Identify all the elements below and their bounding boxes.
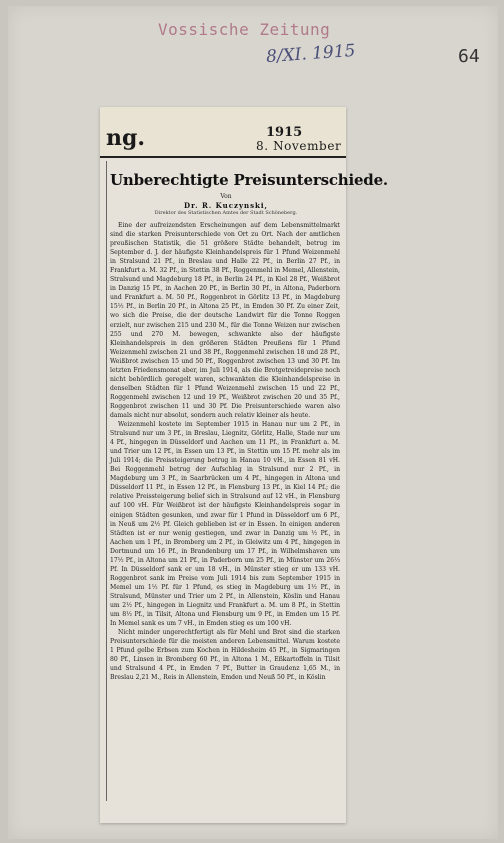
article-paragraph: Weizenmehl kostete im September 1915 in Hanau nur um 2 Pf., in Stralsund nur um 3 Pf., in Breslau, Liegnitz, Görlitz, Halle, Stade nur um 4 Pf., hingegen in Düsseldorf und Aachen um 11 Pf., in Frankfurt a. M. und Trier um 12 Pf., in Essen um 13 Pf., in Stettin um 15 Pf. mehr als im Juli 1914; die Preissteigerung betrug in Hanau 10 vH., in Essen 81 vH. Bei Roggenmehl betrug der Aufschlag in Stralsund nur 2 Pf., in Magdeburg um 3 Pf., in Saarbrücken um 4 Pf., hingegen in Altona und Düsseldorf 11 Pf., in Essen 12 Pf., in Flensburg 13 Pf., in Kiel 14 Pf.; die relative Preissteigerung belief sich in Stralsund auf 12 vH., in Flensburg auf 100 vH. Für Weißbrot ist der häufigste Kleinhandelspreis sogar in einigen Städten gesunken, und zwar für 1 Pfund in Düsseldorf um 6 Pf., in Neuß um 2½ Pf. Gleich geblieben ist er in Essen. In einigen anderen Städten ist er nur wenig gestiegen, und zwar in Danzig um ½ Pf., in Aachen um 1 Pf., in Bromberg um 2 Pf., in Gleiwitz um 4 Pf., hingegen in Dortmund um 16 Pf., in Brandenburg um 17 Pf., in Wilhelmshaven um 17½ Pf., in Altona um 21 Pf., in Paderborn um 25 Pf., in Münster um 26⅓ Pf. In Düsseldorf sank er um 18 vH., in Münster stieg er um 133 vH. Roggenbrot sank im Preise vom Juli 1914 bis zum September 1915 in Memel um 1½ Pf. für 1 Pfund, es stieg in Magdeburg um 1½ Pf., in Stralsund, Münster und Trier um 2 Pf., in Allenstein, Köslin und Hanau um 2½ Pf., hingegen in Liegnitz und Frankfurt a. M. um 8 Pf., in Stettin um 8½ Pf., in Tilsit, Altona und Flensburg um 9 Pf., in Emden um 15 Pf. In Memel sank es um 7 vH., in Emden stieg es um 100 vH. [110, 421, 340, 628]
newspaper-name-stamp: Vossische Zeitung [158, 20, 331, 39]
masthead-fragment: ng. [106, 125, 146, 151]
clipping-masthead [100, 107, 346, 159]
masthead-rule [100, 156, 346, 158]
article-paragraph: Eine der aufreizendsten Erscheinungen auf dem Lebensmittelmarkt sind die starken Preisunterschiede von Ort zu Ort. Nach der amtlichen preußischen Statistik, die 51 größere Städte behandelt, betrug im September d. J. der häufigste Kleinhandelspreis für 1 Pfund Weizenmehl in Stralsund 21 Pf., in Breslau und Halle 22 Pf., in Berlin 27 Pf., in Frankfurt a. M. 32 Pf., in Stettin 38 Pf., Roggenmehl in Memel, Allenstein, Stralsund und Magdeburg 18 Pf., in Berlin 24 Pf., in Kiel 28 Pf., Weißbrot in Danzig 15 Pf., in Aachen 20 Pf., in Berlin 30 Pf., in Altona, Paderborn und Frankfurt a. M. 50 Pf., Roggenbrot in Görlitz 13 Pf., in Magdeburg 15½ Pf., in Berlin 20 Pf., in Altona 25 Pf., in Emden 30 Pf. Zu einer Zeit, wo sich die Preise, die der deutsche Landwirt für die Tonne Roggen erzielt, nur zwischen 215 und 230 M., für die Tonne Weizen nur zwischen 255 und 270 M. bewegen, schwankte also der häufigste Kleinhandelspreis in den größeren Städten Preußens für 1 Pfund Weizenmehl zwischen 21 und 38 Pf., Roggenmehl zwischen 18 und 28 Pf., Weißbrot zwischen 15 und 50 Pf., Roggenbrot zwischen 13 und 30 Pf. Im letzten Friedensmonat aber, im Juli 1914, als die Brotgetreidepreise noch nicht behördlich geregelt waren, schwankten die Kleinhandelspreise in denselben Städten für 1 Pfund Weizenmehl zwischen 15 und 22 Pf., Roggenmehl zwischen 12 und 19 Pf., Weißbrot zwischen 20 und 35 Pf., Roggenbrot zwischen 11 und 30 Pf. Die Preisunterschiede waren also damals nicht nur absolut, sondern auch relativ kleiner als heute. [110, 222, 340, 419]
masthead-year: 1915 [266, 125, 303, 140]
masthead-date: 8. November [256, 139, 342, 153]
handwritten-date: 8/XI. 1915 [265, 40, 357, 68]
article-headline: Unberechtigte Preisunterschiede. [110, 171, 388, 189]
byline-role: Direktor des Statistischen Amtes der Stadt Schöneberg. [154, 210, 298, 216]
column-rule [106, 161, 107, 801]
byline-author: Dr. R. Kuczynski, [184, 201, 268, 210]
article-body [110, 221, 340, 682]
newspaper-clipping [100, 107, 388, 823]
archive-page-number: 64 [458, 46, 480, 67]
article-paragraph: Nicht minder ungerechtfertigt als für Mehl und Brot sind die starken Preisunterschiede für die meisten anderen Lebensmittel. Warum kostete 1 Pfund gelbe Erbsen zum Kochen in Hildesheim 45 Pf., in Sigmaringen 80 Pf., Linsen in Bromberg 60 Pf., in Altona 1 M., Eßkartoffeln in Tilsit und Stralsund 4 Pf., in Emden 7 Pf., Butter in Graudenz 1,65 M., in Breslau 2,21 M., Reis in Allenstein, Emden und Neuß 50 Pf., in Köslin [110, 629, 340, 682]
byline-von: Von [220, 193, 232, 200]
